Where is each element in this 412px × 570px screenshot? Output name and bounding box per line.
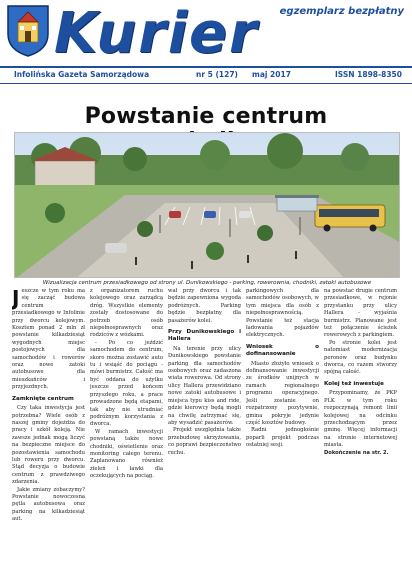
- paragraph: Radni jednogłośnie poparli projekt podczas ostatniej sesji.: [246, 427, 319, 449]
- transit-center-visualization: [15, 133, 400, 278]
- newspaper-title: Kurier: [54, 1, 259, 66]
- article-column-2: [90, 288, 163, 570]
- paragraph: parkingowych dla samochodów osobowych, w tym miejsca dla osób z niepełnosprawnością. Powstanie też stacja ładowania pojazdów elektrycznych.: [246, 288, 319, 339]
- masthead-subtitle: Infolińska Gazeta Samorządowa: [14, 70, 150, 79]
- article-column-4: [246, 288, 319, 570]
- photo-caption: Wizualizacja centrum przesiadkowego od strony ul. Dunikowskiego - parking, rowerownia, chodniki, zatoki autobusowe: [42, 280, 372, 286]
- edition-label: egzemplarz bezpłatny: [279, 6, 404, 17]
- article-intro: [12, 288, 85, 392]
- paragraph: Projekt uwzględnia także przebudowę skrzyżowania, co poprawi bezpieczeństwo ruchu.: [168, 427, 241, 456]
- article-photo: [14, 132, 400, 278]
- masthead-info-bar: [0, 66, 412, 84]
- masthead: [0, 0, 412, 108]
- section-heading: Kolej też inwestuje: [324, 380, 384, 387]
- article-headline: Powstanie centrum: [84, 104, 328, 129]
- article-body: [12, 288, 402, 570]
- paragraph: z organizatorem ruchu kolejowego oraz zarządcą dróg. Wszystkie elementy zostały dostosowane do potrzeb osób niepełnosprawnych oraz rodziców z wózkami.: [90, 288, 163, 339]
- article-column-5: [324, 288, 397, 570]
- issue-number: nr 5 (127): [196, 70, 238, 79]
- paragraph: W ramach inwestycji powstaną także nowe chodniki, oświetlenie oraz monitoring całego terenu. Zaplanowano również zieleń i ławki dla oczekujących na pociąg.: [90, 428, 163, 480]
- town-crest-icon: [6, 4, 50, 58]
- issue-date: maj 2017: [252, 70, 291, 79]
- drop-cap: J: [12, 288, 20, 310]
- paragraph: - Po co jeździć samochodem do centrum, skoro można zostawić auto tu i wsiąść do pociągu - mówi burmistrz. Całość ma być oddana do użytku jeszcze przed końcem przyszłego roku, a prace prowadzone będą etapami, tak aby nie utrudniać podróżnym korzystania z dworca.: [90, 339, 163, 428]
- paragraph: Po stronie kolei jest natomiast modernizacja peronów oraz budynku dworca, co razem stworzy spójną całość.: [324, 339, 397, 376]
- article-column-1: [12, 288, 85, 570]
- section-heading: Zamknięte centrum: [12, 395, 74, 402]
- issn-number: ISSN 1898-8350: [334, 70, 402, 79]
- paragraph: Przypominamy, że PKP PLK w tym roku rozpoczynają remont linii kolejowej na odcinku przechodzącym przez gminę. Więcej informacji na stronie internetowej miasta.: [324, 390, 397, 449]
- paragraph: Na terenie przy ulicy Dunikowskiego powstanie parking dla samochodów osobowych oraz zadaszona wiata rowerowa. Od strony ulicy Hallera przewidziano nowe zatoki autobusowe i miejsca typu kiss and ride, gdzie kierowcy będą mogli na chwilę zatrzymać się, aby wysadzić pasażerów.: [168, 345, 241, 426]
- paragraph: Miasto złożyło wniosek o dofinansowanie inwestycji ze środków unijnych w ramach regionalnego programu operacyjnego. Jeśli zostanie on rozpatrzony pozytywnie, gmina pokryje jedynie część kosztów budowy.: [246, 360, 319, 426]
- continued-link[interactable]: Dokończenie na str. 2.: [324, 449, 389, 456]
- paragraph: Jakie zmiany zobaczymy? Powstanie nowoczesna pętla autobusowa oraz parking na kilkadziesiąt aut.: [12, 486, 85, 523]
- paragraph: na powstać drugie centrum przesiadkowe, w rejonie przystanku przy ulicy Hallera - wyjaśnia burmistrz. Planowane jest też połączenie ścieżek rowerowych z parkingiem.: [324, 288, 397, 339]
- section-heading: Przy Dunikowskiego i Hallera: [168, 329, 241, 343]
- article-intro-text: eszcze w tym roku ma się zacząć budowa centrum przesiadkowego w Infolinie przy dworcu kolejowym. Kosztem ponad 2 mln zł powstanie kilkadziesiąt wygodnych miejsc postojowych dla samochodów i rowerów oraz nowe zatoki autobusowe dla mieszkańców i przyjezdnych.: [12, 288, 85, 391]
- paragraph: Czy taka inwestycja jest potrzebna? Wiele osób z naszej gminy dojeżdża do pracy i szkół koleją. Nie zawsze jednak mogą liczyć na bezpieczne miejsce do pozostawienia samochodu lub roweru przy dworcu. Stąd decyzja o budowie centrum z prawdziwego zdarzenia.: [12, 405, 85, 486]
- paragraph: wał przy dworcu i tak będzie zapewniona wygoda podróżnych. Parking będzie bezpłatny dla pasażerów kolei.: [168, 288, 241, 324]
- article-column-3: [168, 288, 241, 570]
- section-heading: Wniosek o dofinansowanie: [246, 343, 319, 358]
